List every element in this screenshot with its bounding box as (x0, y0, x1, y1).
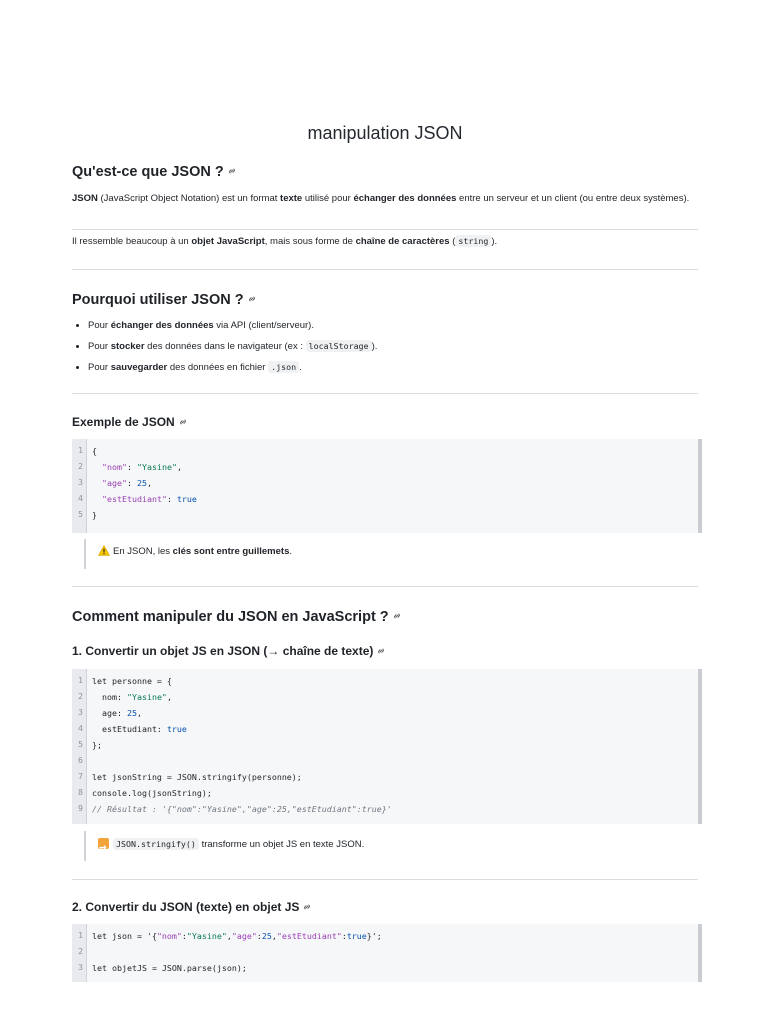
line-number: 1 (78, 446, 83, 455)
inline-code: localStorage (306, 340, 372, 352)
list-item (88, 336, 698, 357)
code-token: "age" (102, 478, 127, 488)
line-number: 3 (78, 478, 83, 487)
text-run: ). (491, 236, 498, 247)
code-text (92, 801, 392, 817)
code-text (92, 459, 182, 475)
bold-text: échanger des données (110, 320, 214, 331)
text-run: transforme un objet JS en texte JSON. (198, 839, 365, 850)
code-text (92, 928, 382, 944)
anchor-link-icon[interactable] (227, 163, 237, 181)
code-lines (72, 443, 698, 523)
code-line (72, 801, 698, 817)
subsection-heading (72, 414, 698, 431)
code-text (92, 721, 187, 737)
code-line (72, 475, 698, 491)
code-line (72, 769, 698, 785)
code-token: { (92, 446, 97, 456)
bold-text: objet JavaScript (191, 236, 265, 247)
code-text (92, 475, 152, 491)
code-token: "age" (231, 931, 257, 941)
text-run: (JavaScript Object Notation) est un format (97, 193, 281, 204)
bold-text: clés sont entre guillemets (172, 546, 290, 557)
code-text (92, 507, 97, 523)
code-token: let personne = { (92, 676, 172, 686)
subsection-heading-text: 2. Convertir du JSON (texte) en objet JS (72, 900, 300, 914)
code-block-json-example (72, 439, 702, 533)
code-line (72, 737, 698, 753)
code-token: , (226, 931, 232, 941)
code-text (92, 491, 197, 507)
divider (72, 269, 698, 270)
code-token: } (92, 510, 97, 520)
line-number: 1 (78, 931, 83, 940)
paragraph-definition (72, 190, 698, 207)
text-run: Pour (88, 320, 111, 331)
code-token: : (181, 931, 187, 941)
anchor-link-icon[interactable] (376, 644, 386, 660)
bullet-list (72, 315, 698, 378)
code-token: "Yasine" (186, 931, 227, 941)
code-token: "Yasine" (136, 462, 177, 472)
code-token: true (166, 724, 187, 734)
list-item (88, 357, 698, 378)
line-number: 2 (78, 692, 83, 701)
section-heading (72, 608, 698, 626)
text-run: utilisé pour (302, 193, 354, 204)
code-lines (72, 928, 698, 976)
code-line (72, 705, 698, 721)
subsection-heading (72, 899, 698, 916)
line-number: 6 (78, 756, 83, 765)
code-line (72, 753, 698, 769)
text-run: , mais sous forme de (264, 236, 356, 247)
warning-icon (98, 541, 110, 567)
paragraph-text (72, 190, 698, 207)
bold-text: JSON (72, 193, 98, 204)
code-token: true (176, 494, 197, 504)
text-run: Pour (88, 341, 111, 352)
line-number: 1 (78, 676, 83, 685)
code-text (92, 705, 142, 721)
anchor-link-icon[interactable] (392, 608, 402, 626)
bold-text: sauvegarder (110, 362, 168, 373)
code-line (72, 785, 698, 801)
code-line (72, 443, 698, 459)
code-token: true (346, 931, 367, 941)
code-line (72, 673, 698, 689)
section-manipulate-json (72, 608, 698, 626)
anchor-link-icon[interactable] (247, 291, 257, 309)
list-item (88, 315, 698, 336)
code-token (92, 494, 102, 504)
subsection-heading-text: Exemple de JSON (72, 415, 175, 429)
text-run: ( (449, 236, 456, 247)
code-token: , (176, 462, 182, 472)
code-line (72, 928, 698, 944)
text-run: via API (client/serveur). (213, 320, 314, 331)
subsection-heading (72, 643, 698, 660)
note-text (113, 839, 364, 850)
inline-code: JSON.stringify() (113, 838, 199, 850)
code-line (72, 944, 698, 960)
code-token: "Yasine" (126, 692, 167, 702)
code-token: let jsonString = JSON.stringify(personne); (92, 772, 302, 782)
line-number: 4 (78, 724, 83, 733)
line-number: 4 (78, 494, 83, 503)
code-token: 25 (126, 708, 137, 718)
code-token: age: (92, 708, 127, 718)
bold-text: stocker (110, 341, 145, 352)
text-run: . (299, 362, 302, 373)
code-token (92, 478, 102, 488)
code-token: let json = '{ (92, 931, 157, 941)
code-line (72, 721, 698, 737)
code-token: estEtudiant: (92, 724, 167, 734)
code-line (72, 491, 698, 507)
code-token: : (166, 494, 177, 504)
bold-text: chaîne de caractères (355, 236, 450, 247)
code-text (92, 443, 97, 459)
text-run: ). (371, 341, 378, 352)
inline-code: string (455, 235, 491, 247)
code-token: let objetJS = JSON.parse(json); (92, 963, 247, 973)
code-line (72, 689, 698, 705)
bold-text: texte (280, 193, 303, 204)
note-callout (84, 539, 698, 569)
bold-text: échanger des données (353, 193, 457, 204)
line-number: 9 (78, 804, 83, 813)
code-token (92, 462, 102, 472)
code-token: , (166, 692, 172, 702)
text-run: Il ressemble beaucoup à un (72, 236, 192, 247)
divider (72, 586, 698, 587)
code-token: 25 (136, 478, 147, 488)
code-line (72, 960, 698, 976)
code-token: "nom" (156, 931, 182, 941)
subsection-stringify (72, 643, 698, 660)
code-line (72, 507, 698, 523)
code-line (72, 459, 698, 475)
code-token: , (271, 931, 277, 941)
line-number: 7 (78, 772, 83, 781)
text-run: entre un serveur et un client (ou entre deux systèmes). (456, 193, 690, 204)
divider (72, 229, 698, 230)
text-run: des données dans le navigateur (ex : (144, 341, 306, 352)
anchor-link-icon[interactable] (302, 900, 312, 916)
section-heading-text: Qu'est-ce que JSON ? (72, 164, 224, 180)
note-callout (84, 831, 698, 861)
inline-code: .json (268, 361, 299, 373)
code-block-stringify (72, 669, 702, 824)
section-json-example (72, 414, 698, 431)
section-heading (72, 291, 698, 309)
code-token: "nom" (102, 462, 127, 472)
code-text (92, 673, 172, 689)
line-number: 8 (78, 788, 83, 797)
text-run: des données en fichier (167, 362, 269, 373)
text-run: . (289, 546, 292, 557)
note-text (113, 546, 292, 557)
line-number: 3 (78, 963, 83, 972)
text-run: En JSON, les (113, 546, 173, 557)
line-number: 3 (78, 708, 83, 717)
code-token: "estEtudiant" (102, 494, 167, 504)
code-text (92, 769, 302, 785)
code-token: }'; (366, 931, 382, 941)
code-lines (72, 673, 698, 817)
code-token: // Résultat : '{"nom":"Yasine","age":25,"estEtudiant":true}' (92, 804, 392, 814)
code-token: }; (92, 740, 102, 750)
code-token: : (256, 931, 262, 941)
subsection-heading-text: 1. Convertir un objet JS en JSON (→ chaîne de texte) (72, 644, 374, 658)
section-why-json (72, 291, 698, 309)
divider (72, 879, 698, 880)
anchor-link-icon[interactable] (178, 415, 188, 431)
line-number: 5 (78, 740, 83, 749)
text-run: Pour (88, 362, 111, 373)
paragraph-text (72, 233, 698, 250)
code-token: console.log(jsonString); (92, 788, 212, 798)
repeat-icon (98, 838, 109, 849)
section-heading-text: Pourquoi utiliser JSON ? (72, 292, 244, 308)
line-number: 2 (78, 462, 83, 471)
paragraph-resemble (72, 233, 698, 250)
code-token: , (136, 708, 142, 718)
code-token: : (126, 478, 137, 488)
section-heading-text: Comment manipuler du JSON en JavaScript ? (72, 609, 389, 625)
reasons-list (72, 315, 698, 378)
page-title: manipulation JSON (307, 123, 463, 143)
code-text (92, 689, 172, 705)
code-token: "estEtudiant" (276, 931, 342, 941)
divider (72, 393, 698, 394)
code-token: 25 (261, 931, 272, 941)
code-token: nom: (92, 692, 127, 702)
code-block-parse (72, 924, 702, 982)
line-number: 2 (78, 947, 83, 956)
section-what-is-json (72, 163, 698, 181)
line-number: 5 (78, 510, 83, 519)
section-heading (72, 163, 698, 181)
code-token: : (126, 462, 137, 472)
code-text (92, 785, 212, 801)
code-token: : (341, 931, 347, 941)
code-text (92, 960, 247, 976)
code-token: , (146, 478, 152, 488)
code-text (92, 737, 102, 753)
subsection-parse (72, 899, 698, 916)
